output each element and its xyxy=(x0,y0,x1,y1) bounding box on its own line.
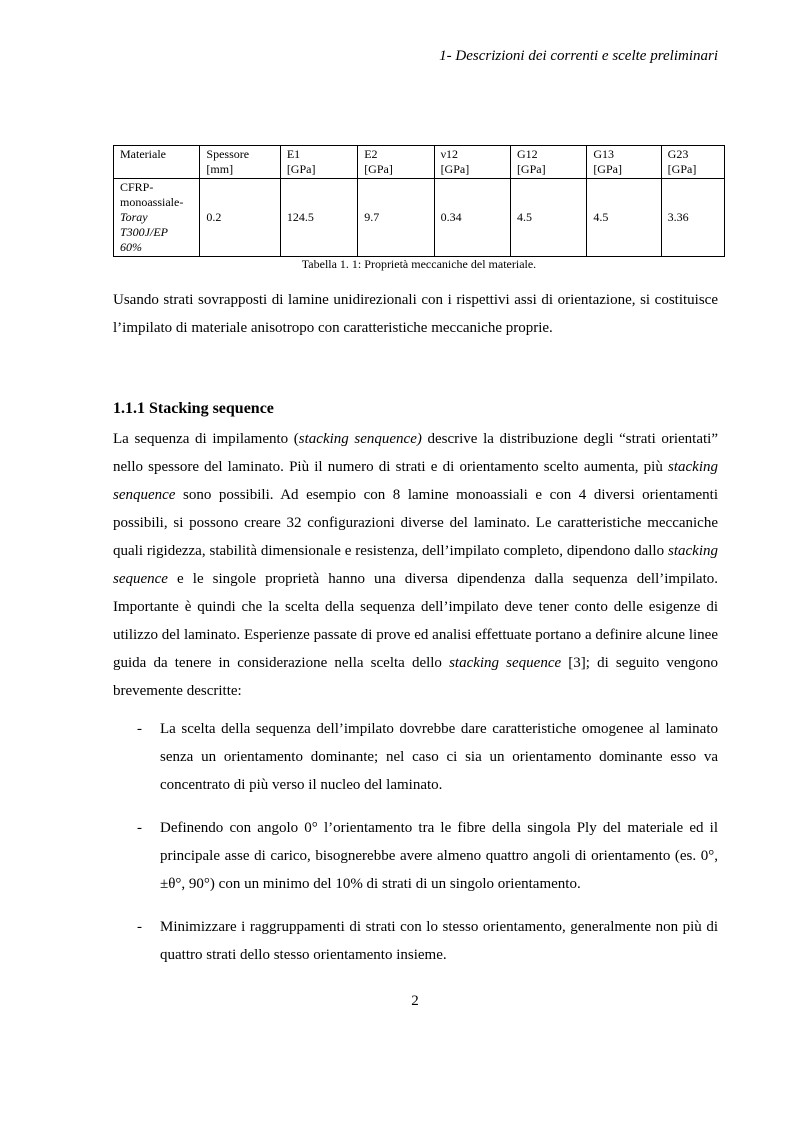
running-header: 1- Descrizioni dei correnti e scelte preliminari xyxy=(439,48,718,64)
column-unit: [GPa] xyxy=(593,162,622,176)
column-header-e2 xyxy=(358,146,434,179)
column-name: E2 xyxy=(364,147,378,161)
column-name: Materiale xyxy=(120,147,166,161)
column-header-g13 xyxy=(587,146,661,179)
column-header-thickness xyxy=(200,146,280,179)
list-item xyxy=(113,814,718,898)
material-name-line: Toray xyxy=(120,210,148,224)
list-item xyxy=(113,715,718,799)
nu12-value: 0.34 xyxy=(434,179,510,257)
material-cell xyxy=(114,179,200,257)
table-caption: Tabella 1. 1: Proprietà meccaniche del materiale. xyxy=(301,257,537,271)
list-item-text: Definendo con angolo 0° l’orientamento tra le fibre della singola Ply del materiale ed il principale asse di carico, bisognerebbe avere almeno quattro angoli di orientamento (es. 0°, ±θ°, 90°) con un minimo del 10% di strati di un singolo orientamento. xyxy=(160,820,718,892)
material-name-line: T300J/EP xyxy=(120,225,168,239)
g13-value: 4.5 xyxy=(587,179,661,257)
paragraph-text: sono possibili. Ad esempio con 8 lamine monoassiali e con 4 diversi orientamenti possibili, si possono creare 32 configurazioni diverse del laminato. Le caratteristiche meccaniche quali rigidezza, stabilità dimensionale e resistenza, dell’impilato completo, dipendono dallo xyxy=(113,487,718,559)
table-row xyxy=(114,179,725,257)
column-name: E1 xyxy=(286,147,301,161)
column-name: G12 xyxy=(516,147,538,161)
table-header-row xyxy=(114,146,725,179)
column-unit: [GPa] xyxy=(286,162,316,176)
italic-term: stacking senquence) xyxy=(298,431,422,447)
italic-term: stacking senquence xyxy=(113,459,718,503)
page-number: 2 xyxy=(411,993,419,1009)
column-unit: [GPa] xyxy=(667,162,697,176)
column-unit: [GPa] xyxy=(516,162,546,176)
list-item xyxy=(113,913,718,969)
column-name: G23 xyxy=(667,147,689,161)
column-header-nu12 xyxy=(434,146,510,179)
column-unit: [GPa] xyxy=(440,162,470,176)
list-item-text: La scelta della sequenza dell’impilato dovrebbe dare caratteristiche omogenee al laminato senza un orientamento dominante; nel caso ci sia un orientamento dominante esso va concentrato di più verso il nucleo del laminato. xyxy=(160,721,718,793)
paragraph-text: [3]; di seguito vengono brevemente descritte: xyxy=(113,655,718,699)
bullet-dash: - xyxy=(137,820,142,836)
column-unit: [mm] xyxy=(206,162,234,176)
guideline-list xyxy=(113,715,718,984)
italic-term: stacking sequence xyxy=(449,655,562,671)
column-header-e1 xyxy=(280,146,357,179)
intro-paragraph: Usando strati sovrapposti di lamine unidirezionali con i rispettivi assi di orientazione, si costituisce l’impilato di materiale anisotropo con caratteristiche meccaniche proprie. xyxy=(113,292,718,336)
e2-value: 9.7 xyxy=(358,179,434,257)
column-header-g23 xyxy=(661,146,724,179)
material-name-line: CFRP- xyxy=(120,180,154,194)
paragraph-text: La sequenza di impilamento ( xyxy=(113,431,299,447)
material-properties-table xyxy=(113,145,725,257)
paragraph-text: e le singole proprietà hanno una diversa dipendenza dalla sequenza dell’impilato. Importante è quindi che la scelta della sequenza dell’impilato deve tener conto delle esigenze di utilizzo del laminato. Esperienze passate di prove ed analisi effettuate portano a definire alcune linee guida da tenere in considerazione nella scelta dello xyxy=(113,571,718,671)
italic-term: stacking sequence xyxy=(113,543,718,587)
bullet-dash: - xyxy=(137,721,142,737)
list-item-text: Minimizzare i raggruppamenti di strati con lo stesso orientamento, generalmente non più di quattro strati dello stesso orientamento insieme. xyxy=(160,919,718,963)
stacking-paragraph xyxy=(113,425,718,705)
g12-value: 4.5 xyxy=(510,179,586,257)
column-unit: [GPa] xyxy=(364,162,393,176)
e1-value: 124.5 xyxy=(280,179,357,257)
column-name: G13 xyxy=(593,147,614,161)
paragraph-text: descrive la distribuzione degli “strati orientati” nello spessore del laminato. Più il numero di strati e di orientamento scelto aumenta, più xyxy=(113,431,718,475)
material-name-line: 60% xyxy=(120,240,142,254)
g23-value: 3.36 xyxy=(661,179,724,257)
column-header-material xyxy=(114,146,200,179)
column-name: ν12 xyxy=(440,147,458,161)
section-heading: 1.1.1 Stacking sequence xyxy=(113,400,274,417)
thickness-value: 0.2 xyxy=(200,179,280,257)
column-header-g12 xyxy=(510,146,586,179)
column-name: Spessore xyxy=(206,147,250,161)
bullet-dash: - xyxy=(137,919,142,935)
material-name-line: monoassiale- xyxy=(120,195,184,209)
